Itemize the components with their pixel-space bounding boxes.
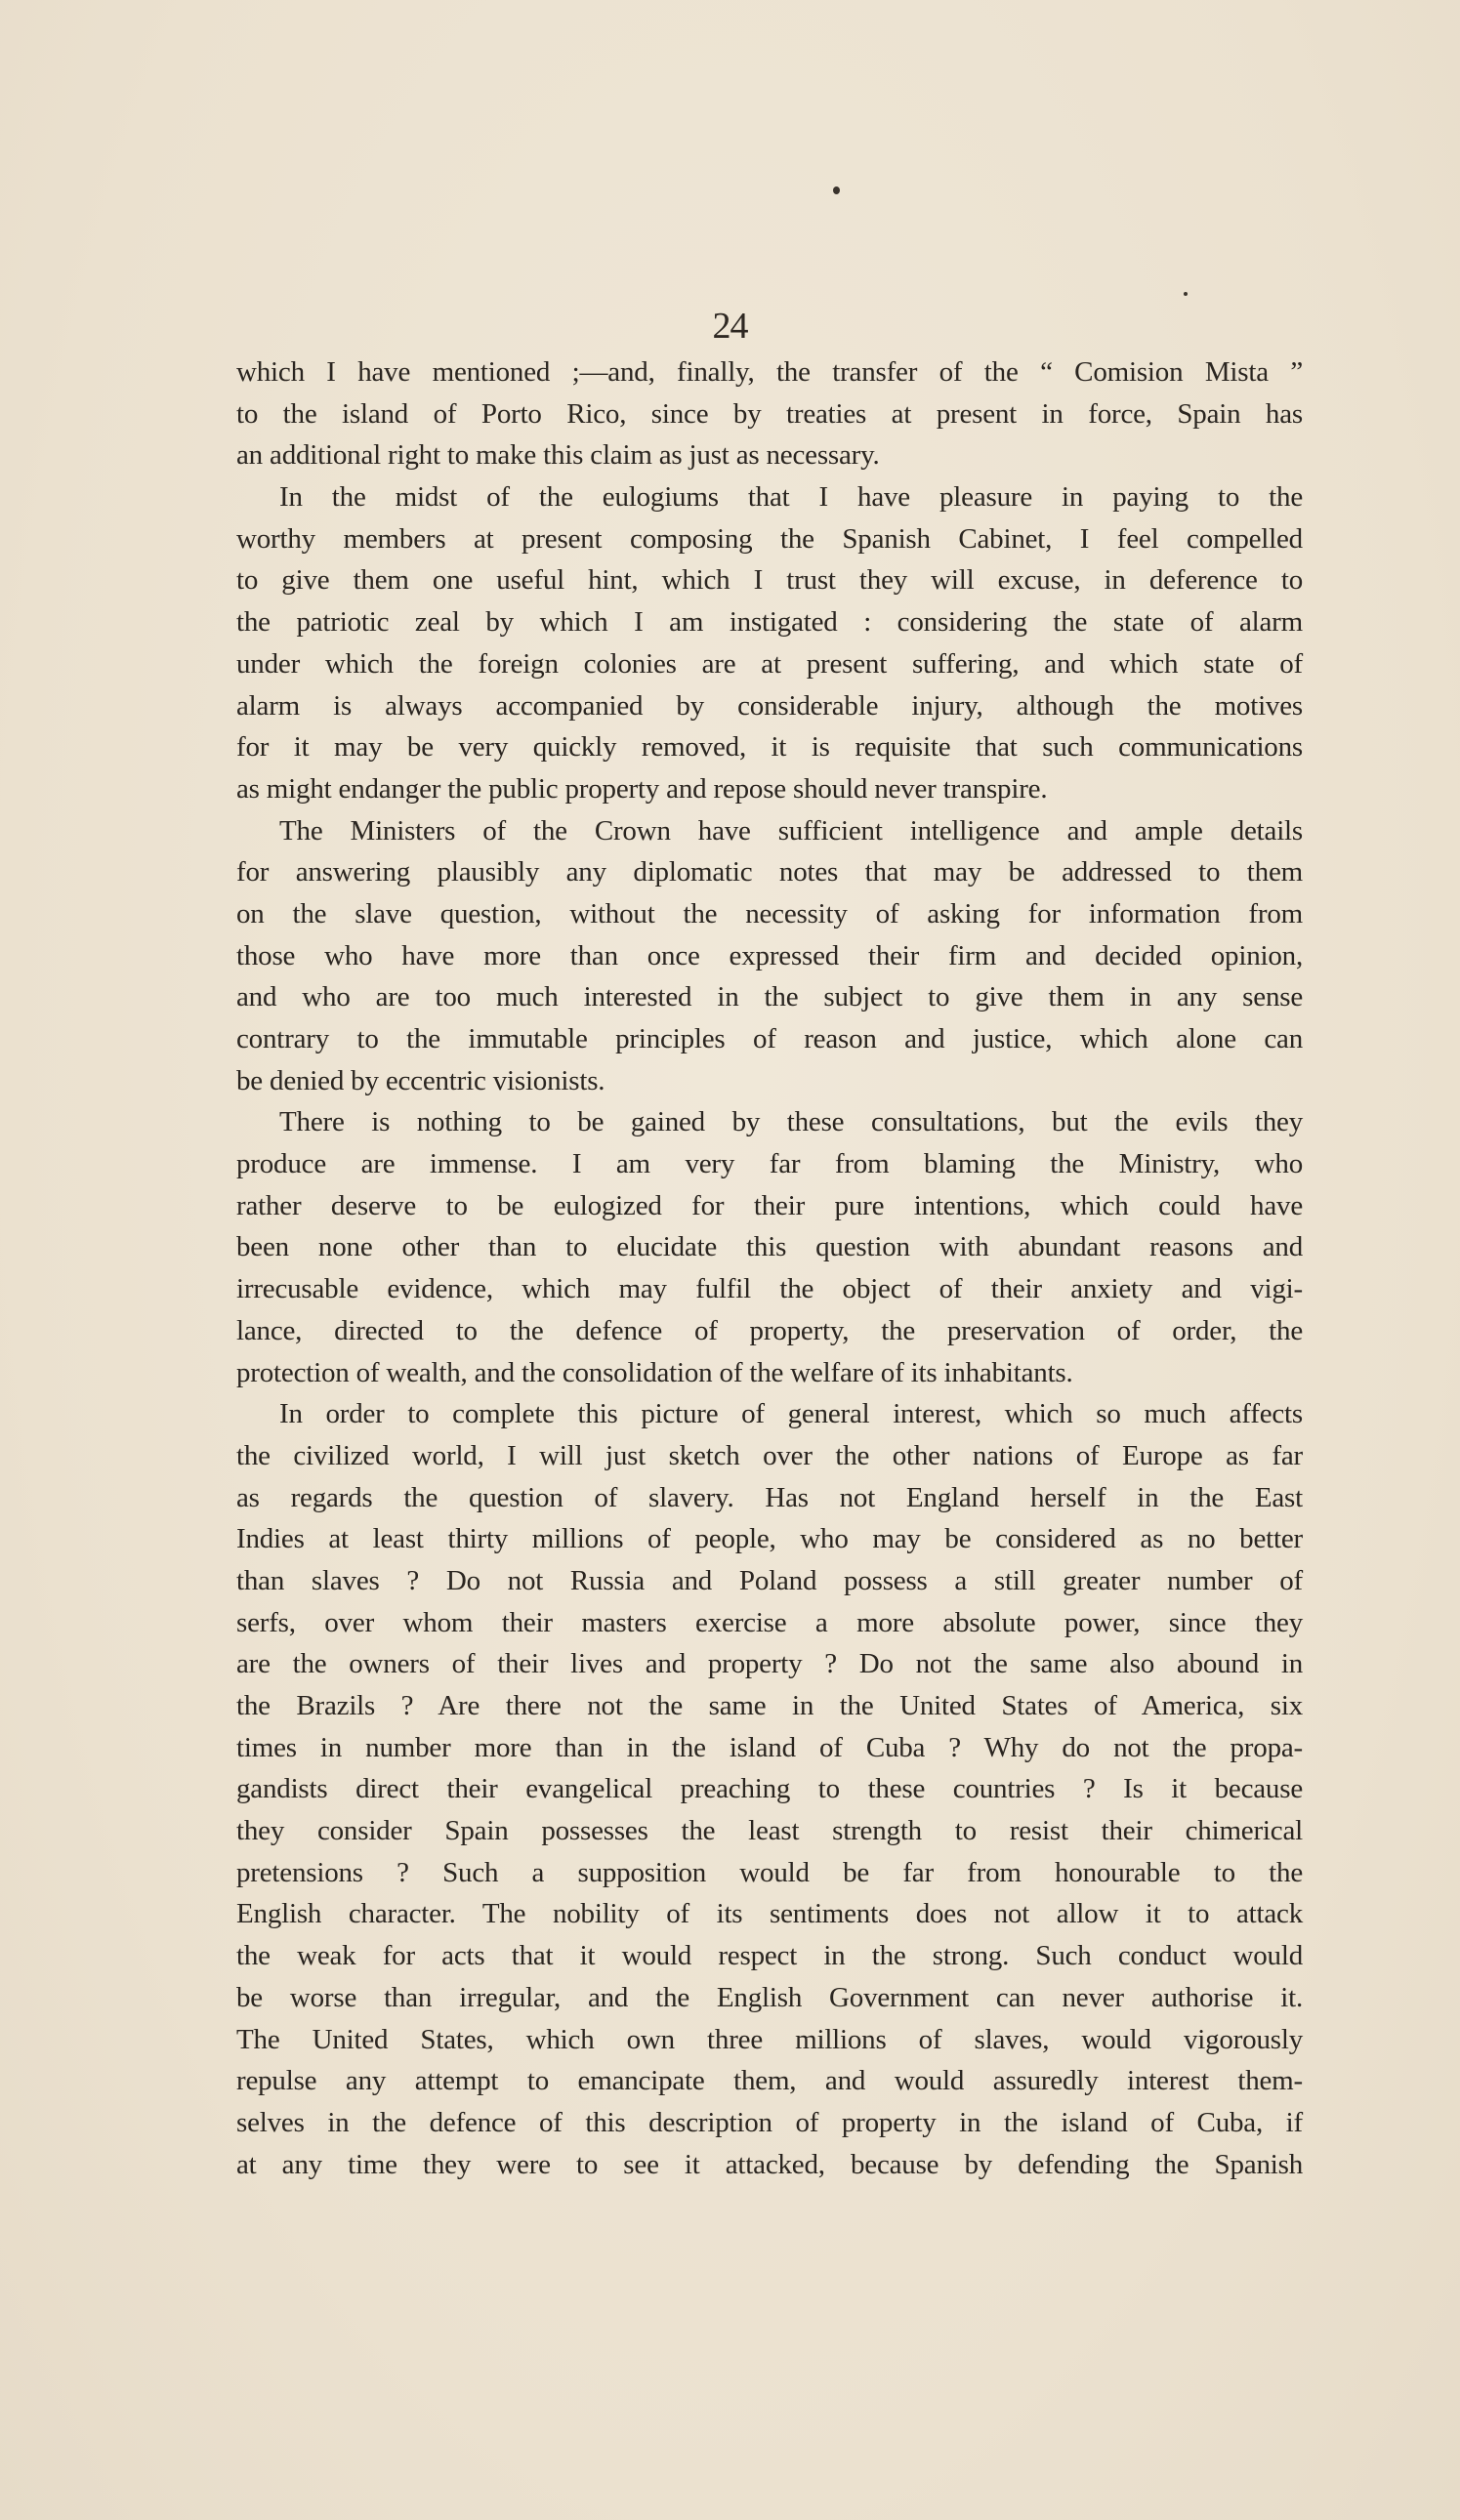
text-line: times in number more than in the island of Cuba ? Why do not the propa- bbox=[236, 1731, 1303, 1763]
text-line: as regards the question of slavery. Has not England herself in the East bbox=[236, 1481, 1303, 1513]
text-line: they consider Spain possesses the least strength to resist their chimerical bbox=[236, 1815, 1303, 1847]
text-line: be denied by eccentric visionists. bbox=[236, 1064, 605, 1096]
page-number: 24 bbox=[712, 306, 748, 347]
text-line: The Ministers of the Crown have sufficient intelligence and ample details bbox=[279, 814, 1303, 847]
ink-speck bbox=[833, 186, 840, 194]
text-line: which I have mentioned ;—and, finally, the transfer of the “ Comision Mista ” bbox=[236, 356, 1303, 388]
text-line: under which the foreign colonies are at present suffering, and which state of bbox=[236, 647, 1303, 680]
text-line: on the slave question, without the necessity of asking for information from bbox=[236, 897, 1303, 930]
body-text bbox=[236, 351, 1303, 2185]
text-line: the Brazils ? Are there not the same in the United States of America, six bbox=[236, 1690, 1303, 1721]
text-line: protection of wealth, and the consolidation of the welfare of its inhabitants. bbox=[236, 1356, 1073, 1388]
text-line: to the island of Porto Rico, since by treaties at present in force, Spain has bbox=[236, 397, 1303, 430]
text-line: be worse than irregular, and the English Government can never authorise it. bbox=[236, 1981, 1303, 2013]
text-line: worthy members at present composing the Spanish Cabinet, I feel compelled bbox=[236, 522, 1303, 555]
text-line: serfs, over whom their masters exercise a more absolute power, since they bbox=[236, 1606, 1303, 1638]
text-line: the patriotic zeal by which I am instigated : considering the state of alarm bbox=[236, 606, 1303, 639]
text-line: The United States, which own three millions of slaves, would vigorously bbox=[236, 2023, 1303, 2055]
text-line: Indies at least thirty millions of people, who may be considered as no better bbox=[236, 1523, 1303, 1555]
text-line: In the midst of the eulogiums that I have pleasure in paying to the bbox=[279, 481, 1303, 514]
text-line: produce are immense. I am very far from blaming the Ministry, who bbox=[236, 1148, 1303, 1180]
text-line: rather deserve to be eulogized for their pure intentions, which could have bbox=[236, 1189, 1303, 1221]
paragraph bbox=[236, 1101, 1303, 1393]
text-line: been none other than to elucidate this question with abundant reasons and bbox=[236, 1231, 1303, 1263]
text-line: repulse any attempt to emancipate them, and would assuredly interest them- bbox=[236, 2065, 1303, 2097]
text-line: the civilized world, I will just sketch over the other nations of Europe as far bbox=[236, 1439, 1303, 1471]
text-line: irrecusable evidence, which may fulfil the object of their anxiety and vigi- bbox=[236, 1273, 1303, 1305]
text-line: and who are too much interested in the subject to give them in any sense bbox=[236, 981, 1303, 1013]
text-line: lance, directed to the defence of property, the preservation of order, the bbox=[236, 1314, 1303, 1346]
text-line: at any time they were to see it attacked, because by defending the Spanish bbox=[236, 2148, 1303, 2180]
text-line: pretensions ? Such a supposition would be far from honourable to the bbox=[236, 1856, 1303, 1888]
text-line: as might endanger the public property and repose should never transpire. bbox=[236, 772, 1048, 805]
ink-speck bbox=[1184, 292, 1188, 296]
text-line: alarm is always accompanied by considerable injury, although the motives bbox=[236, 689, 1303, 722]
paragraph bbox=[236, 810, 1303, 1102]
text-line: gandists direct their evangelical preaching to these countries ? Is it because bbox=[236, 1773, 1303, 1805]
paragraph bbox=[236, 476, 1303, 810]
text-line: selves in the defence of this description of property in the island of Cuba, if bbox=[236, 2106, 1303, 2138]
text-line: to give them one useful hint, which I trust they will excuse, in deference to bbox=[236, 564, 1303, 597]
text-line: an additional right to make this claim as just as necessary. bbox=[236, 439, 880, 472]
text-line: In order to complete this picture of general interest, which so much affects bbox=[279, 1398, 1303, 1430]
text-line: than slaves ? Do not Russia and Poland possess a still greater number of bbox=[236, 1564, 1303, 1596]
text-line: are the owners of their lives and property ? Do not the same also abound in bbox=[236, 1648, 1303, 1680]
paragraph bbox=[236, 1393, 1303, 2185]
text-line: the weak for acts that it would respect in the strong. Such conduct would bbox=[236, 1940, 1303, 1972]
text-line: for answering plausibly any diplomatic notes that may be addressed to them bbox=[236, 856, 1303, 888]
text-line: English character. The nobility of its sentiments does not allow it to attack bbox=[236, 1898, 1303, 1930]
text-line: There is nothing to be gained by these consultations, but the evils they bbox=[279, 1106, 1303, 1138]
text-line: contrary to the immutable principles of reason and justice, which alone can bbox=[236, 1023, 1303, 1054]
text-line: those who have more than once expressed their firm and decided opinion, bbox=[236, 939, 1303, 971]
paragraph bbox=[236, 351, 1303, 476]
text-line: for it may be very quickly removed, it is requisite that such communications bbox=[236, 731, 1303, 764]
